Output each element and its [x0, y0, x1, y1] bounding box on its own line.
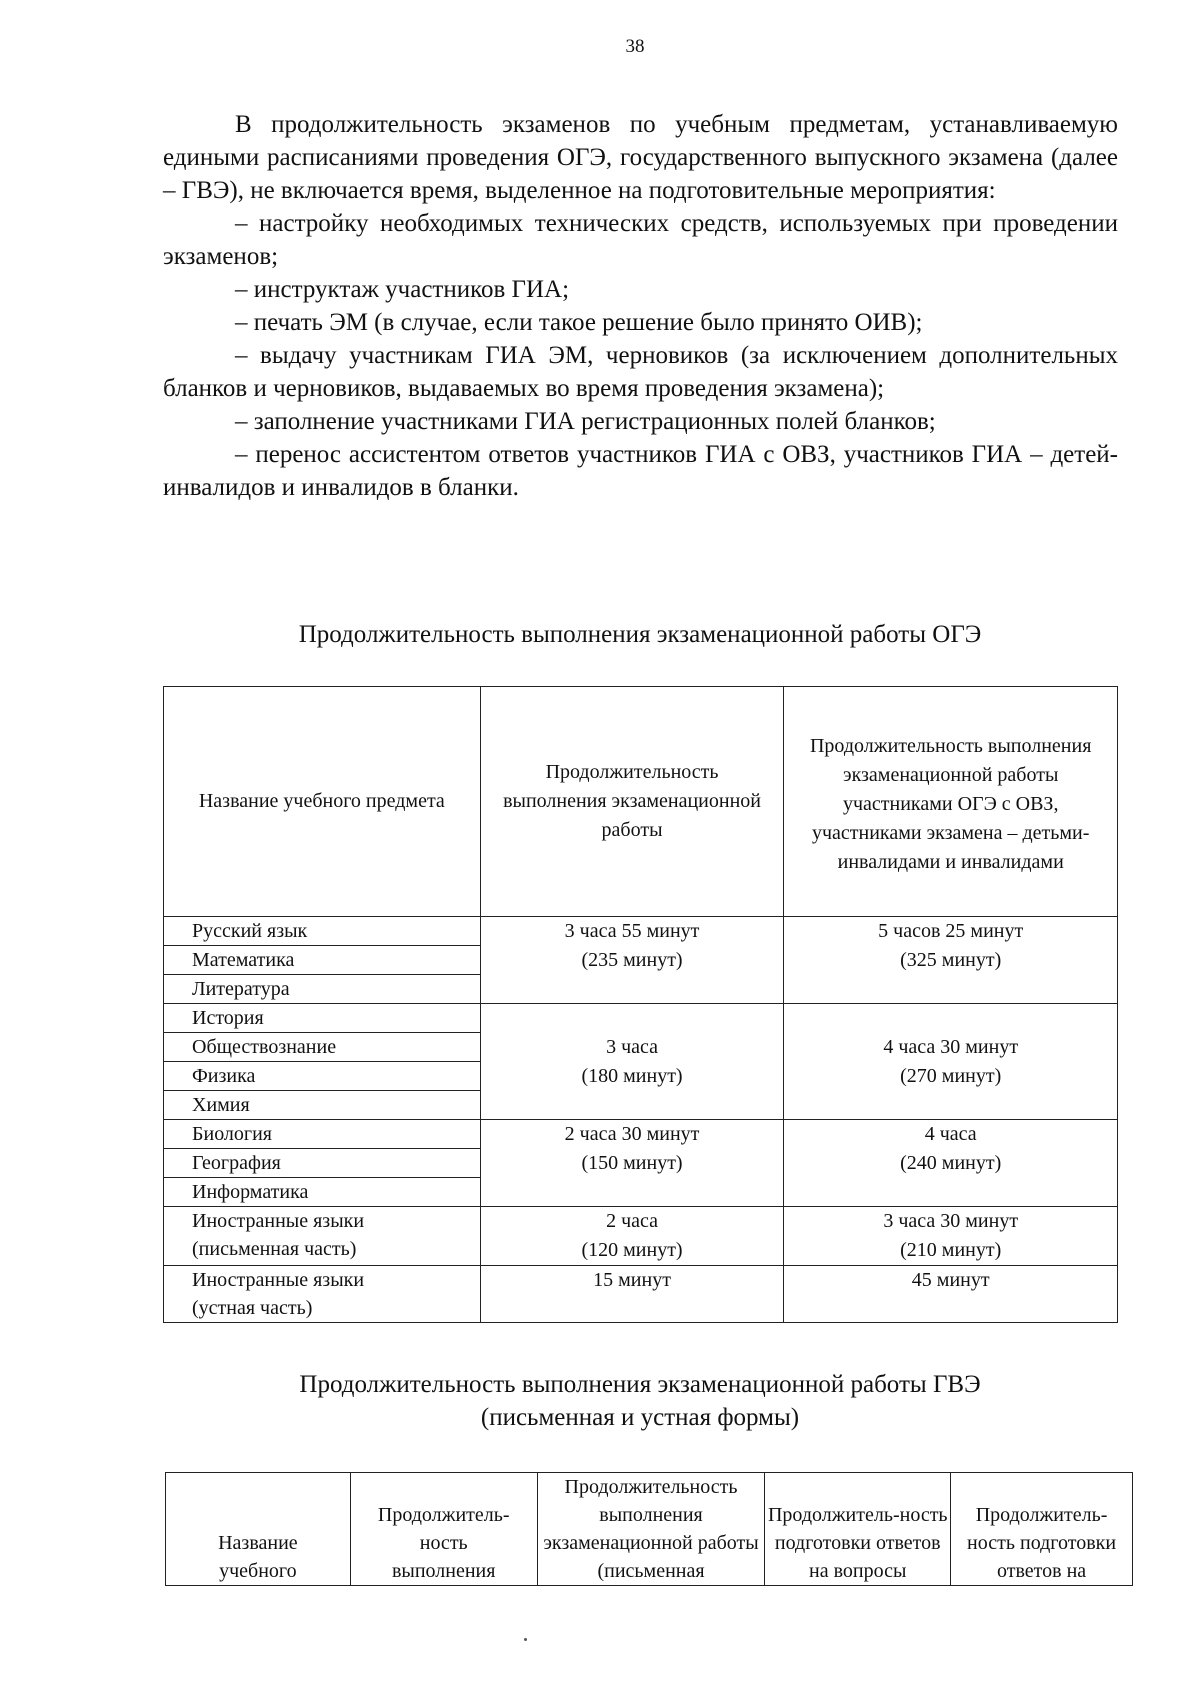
duration-ovz-cell: 4 часа (240 минут) [784, 1120, 1118, 1207]
subject-cell: Литература [164, 975, 481, 1004]
gve-table-title [150, 1368, 1130, 1434]
gve-header-prep-answers: Продолжитель-ность подготовки ответов на [951, 1473, 1133, 1586]
subject-cell: Физика [164, 1062, 481, 1091]
subject-cell: Информатика [164, 1178, 481, 1207]
list-item: – перенос ассистентом ответов участников ГИА с ОВЗ, участников ГИА – детей-инвалидов и инвалидов в бланки. [163, 441, 1118, 501]
subject-cell: Математика [164, 946, 481, 975]
gve-title-line1: Продолжительность выполнения экзаменационной работы ГВЭ [299, 1371, 981, 1398]
gve-header-written: Продолжительность выполнения экзаменационной работы (письменная [537, 1473, 765, 1586]
scan-dot [524, 1638, 527, 1641]
subject-cell: Биология [164, 1120, 481, 1149]
header-duration: Продолжительность выполнения экзаменационной работы [480, 687, 784, 917]
list-item: – заполнение участниками ГИА регистрационных полей бланков; [235, 408, 936, 435]
gve-duration-table [165, 1472, 1133, 1586]
table-header-row [166, 1473, 1133, 1586]
list-item: – настройку необходимых технических средств, используемых при проведении экзаменов; [163, 210, 1118, 270]
header-duration-ovz: Продолжительность выполнения экзаменационной работы участниками ОГЭ с ОВЗ, участниками экзамена – детьми-инвалидами и инвалидами [784, 687, 1118, 917]
table-row [164, 1120, 1118, 1149]
intro-paragraph: В продолжительность экзаменов по учебным предметам, устанавливаемую едиными расписаниями проведения ОГЭ, государственного выпускного экзамена (далее – ГВЭ), не включается время, выделенное на подготовительные мероприятия: [163, 111, 1118, 204]
gve-header-subject: Название учебного [166, 1473, 351, 1586]
subject-cell: Иностранные языки (письменная часть) [164, 1207, 481, 1266]
header-subject: Название учебного предмета [164, 687, 481, 917]
oge-table-title: Продолжительность выполнения экзаменационной работы ОГЭ [298, 621, 982, 648]
subject-cell: География [164, 1149, 481, 1178]
duration-ovz-cell: 3 часа 30 минут (210 минут) [784, 1207, 1118, 1266]
list-item: – выдачу участникам ГИА ЭМ, черновиков (за исключением дополнительных бланков и черновиков, выдаваемых во время проведения экзамена); [163, 342, 1118, 402]
oge-duration-table [163, 686, 1118, 1323]
gve-header-prep-questions: Продолжитель-ность подготовки ответов на вопросы [765, 1473, 951, 1586]
list-item: – печать ЭМ (в случае, если такое решение было принято ОИВ); [235, 309, 923, 336]
intro-text [163, 108, 1118, 504]
table-row [164, 1207, 1118, 1266]
duration-ovz-cell: 4 часа 30 минут (270 минут) [784, 1004, 1118, 1120]
page-number: 38 [625, 36, 645, 57]
list-item: – инструктаж участников ГИА; [235, 276, 570, 303]
duration-ovz-cell: 45 минут [784, 1266, 1118, 1323]
table-row [164, 917, 1118, 946]
table-header-row [164, 687, 1118, 917]
duration-cell: 15 минут [480, 1266, 784, 1323]
table-row [164, 1004, 1118, 1033]
subject-cell: Иностранные языки (устная часть) [164, 1266, 481, 1323]
duration-cell: 2 часа (120 минут) [480, 1207, 784, 1266]
gve-title-line2: (письменная и устная формы) [480, 1404, 800, 1431]
table-row [164, 1266, 1118, 1323]
subject-cell: Обществознание [164, 1033, 481, 1062]
duration-cell: 2 часа 30 минут (150 минут) [480, 1120, 784, 1207]
duration-cell: 3 часа (180 минут) [480, 1004, 784, 1120]
subject-cell: История [164, 1004, 481, 1033]
subject-cell: Русский язык [164, 917, 481, 946]
duration-ovz-cell: 5 часов 25 минут (325 минут) [784, 917, 1118, 1004]
duration-cell: 3 часа 55 минут (235 минут) [480, 917, 784, 1004]
gve-header-duration: Продолжитель-ность выполнения [350, 1473, 537, 1586]
subject-cell: Химия [164, 1091, 481, 1120]
